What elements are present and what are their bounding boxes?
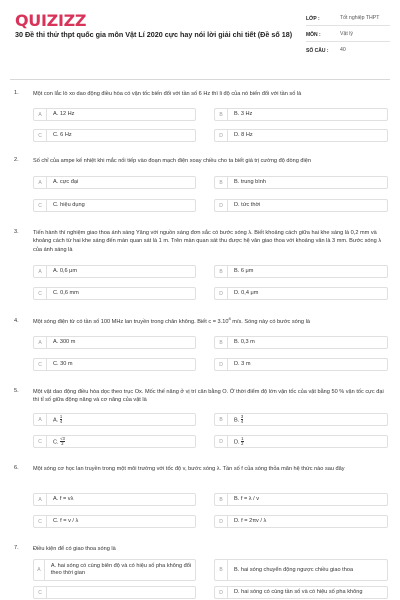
option-prefix: C. [53,438,59,445]
option-text: C. hiệu dụng [53,202,85,209]
option-text: B. f = λ / v [234,496,260,503]
option-letter: D [215,587,228,598]
option-a[interactable] [33,413,196,426]
option-d[interactable] [214,287,388,300]
option-text: B. 0,3 m [234,339,255,346]
option-letter: B [215,337,228,348]
question-number: 5. [14,388,19,394]
meta-value: 40 [340,47,346,53]
question-text: Điều kiện để có giao thoa sóng là [33,546,116,552]
option-text: A. 300 m [53,339,76,346]
option-a[interactable] [33,336,196,349]
option-text: D. hai sóng có cùng tần số và có hiệu số pha không [234,589,363,596]
option-b[interactable] [214,559,388,581]
fraction-denominator: 4 [240,419,244,424]
question-number: 4. [14,318,19,324]
meta-value: Tốt nghiệp THPT [340,15,380,21]
option-b[interactable] [214,493,388,506]
fraction-denominator: 4 [59,419,63,424]
option-text: D. 3 m [234,361,251,368]
question-text [33,318,388,326]
option-d[interactable] [214,358,388,371]
option-letter: D [215,516,228,527]
option-c[interactable] [33,287,196,300]
option-d[interactable] [214,435,388,448]
option-d[interactable] [214,586,388,599]
option-letter: D [215,200,228,211]
option-letter: C [34,436,47,447]
question-number: 1. [14,90,19,96]
option-a[interactable] [33,176,196,189]
meta-label: SỐ CÂU : [306,48,329,54]
option-letter: B [215,266,228,277]
quizizz-logo: QUIZIZZ [15,11,87,30]
option-text: B. 3 Hz [234,111,253,118]
meta-value: Vật lý [340,31,353,37]
fraction-numerator: √3 [60,435,65,441]
header-divider [10,79,390,80]
option-text: C. f = v / λ [53,518,79,525]
option-a[interactable] [33,108,196,121]
option-prefix: B. [234,416,240,423]
option-d[interactable] [214,129,388,142]
option-text: D. 0,4 μm [234,290,259,297]
option-text [228,415,243,425]
option-letter: D [215,359,228,370]
option-c[interactable] [33,515,196,528]
option-text: C. 30 m [53,361,73,368]
option-letter: A [34,494,47,505]
option-letter: D [215,436,228,447]
question-number: 2. [14,157,19,163]
meta-label: LỚP : [306,16,320,22]
option-text: A. cực đại [53,179,79,186]
question-text-exponent: 8 [228,316,231,322]
option-prefix: A. [53,416,59,423]
option-c[interactable] [33,435,196,448]
option-a[interactable] [33,493,196,506]
question-text: Một con lắc lò xo dao động điều hòa có vận tốc biến đổi với tần số 6 Hz thì li độ của nó biến đổi với tần số là [33,91,302,97]
option-letter: C [34,200,47,211]
option-b[interactable] [214,336,388,349]
question-number: 6. [14,465,19,471]
option-letter: D [215,288,228,299]
option-letter: B [215,109,228,120]
option-letter: C [34,130,47,141]
option-letter: C [34,587,47,598]
worksheet-meta [306,14,390,61]
meta-row-question-count [306,46,390,57]
option-b[interactable] [214,413,388,426]
question-text: Một sóng cơ học lan truyền trong một môi trường với tốc độ v, bước sóng λ. Tần số f của sóng thỏa mãn hệ thức nào sau đây [33,466,345,472]
option-letter: D [215,130,228,141]
question-text: Số chỉ của ampe kế nhiệt khi mắc nối tiếp vào đoạn mạch điện xoay chiều cho ta biết giá trị cường độ dòng điện [33,158,311,164]
meta-row-subject [306,30,390,42]
option-text: D. f = 2πv / λ [234,518,267,525]
question-number: 7. [14,545,19,551]
fraction [241,415,243,425]
option-text: C. 6 Hz [53,132,72,139]
option-b[interactable] [214,265,388,278]
worksheet-header [0,0,400,80]
fraction-numerator: 1 [59,413,63,419]
option-a[interactable] [33,559,196,581]
option-text: D. 8 Hz [234,132,253,139]
fraction-numerator: 1 [241,435,244,441]
option-d[interactable] [214,199,388,212]
option-c[interactable] [33,199,196,212]
question-text-main: Một sóng điện từ có tần số 100 MHz lan truyền trong chân không. Biết c = 3.10 [33,319,229,325]
option-letter: C [34,516,47,527]
option-text: B. trung bình [234,179,267,186]
fraction-denominator: 2 [241,441,244,446]
option-letter: A [34,414,47,425]
option-b[interactable] [214,176,388,189]
option-text [47,437,65,447]
option-letter: A [34,560,45,580]
option-letter: B [215,560,228,580]
question-text: Tiến hành thí nghiệm giao thoa ánh sáng Yâng với nguồn sáng đơn sắc có bước sóng λ. Biết khoảng cách giữa hai khe sáng là 0,2 mm và khoảng cách từ hai khe sáng đến màn quan sát là 1 m. Trên màn quan sát thu được hệ vân giao thoa với khoảng vân là 3 mm. Bước sóng λ của ánh sáng là [33,230,382,253]
option-letter: A [34,266,47,277]
meta-label: MÔN : [306,32,321,38]
option-letter: B [215,177,228,188]
worksheet-title: 30 Đề thi thử thpt quốc gia môn Vật Lí 2020 cực hay nói lời giải chi tiết (Đề số 18) [15,30,293,39]
meta-row-class [306,14,390,26]
option-letter: C [34,288,47,299]
fraction [60,415,62,425]
option-b[interactable] [214,108,388,121]
option-letter: A [34,337,47,348]
option-a[interactable] [33,265,196,278]
option-text: A. 12 Hz [53,111,75,118]
option-letter: A [34,177,47,188]
fraction [241,437,243,447]
option-letter: B [215,414,228,425]
option-text [228,437,244,447]
option-letter: C [34,359,47,370]
option-text: A. 0,6 μm [53,268,78,275]
option-prefix: D. [234,438,240,445]
option-letter: A [34,109,47,120]
question-number: 3. [14,229,19,235]
option-c[interactable] [33,129,196,142]
fraction [60,437,65,447]
option-text: A. f = vλ [53,496,74,503]
question-text-tail: m/s. Sóng này có bước sóng là [230,319,310,325]
option-text: A. hai sóng có cùng biên độ và có hiệu số pha không đổi theo thời gian [50,563,192,576]
option-text: B. 6 μm [234,268,254,275]
option-text: C. 0,6 mm [53,290,79,297]
question-text: Một vật dao động điều hòa dọc theo trục Ox. Mốc thế năng ở vị trí cân bằng O. Ở thời điểm độ lớn vận tốc của vật bằng 50 % vận tốc cực đại thì tỉ số giữa động năng và cơ năng của vật là [33,389,384,404]
fraction-denominator: 2 [61,441,64,446]
option-c[interactable] [33,358,196,371]
option-text [47,415,62,425]
option-letter: B [215,494,228,505]
fraction-numerator: 3 [240,413,244,419]
option-d[interactable] [214,515,388,528]
option-c[interactable] [33,586,196,599]
option-text: D. tức thời [234,202,261,209]
option-text: B. hai sóng chuyển động ngược chiều giao thoa [234,566,354,573]
